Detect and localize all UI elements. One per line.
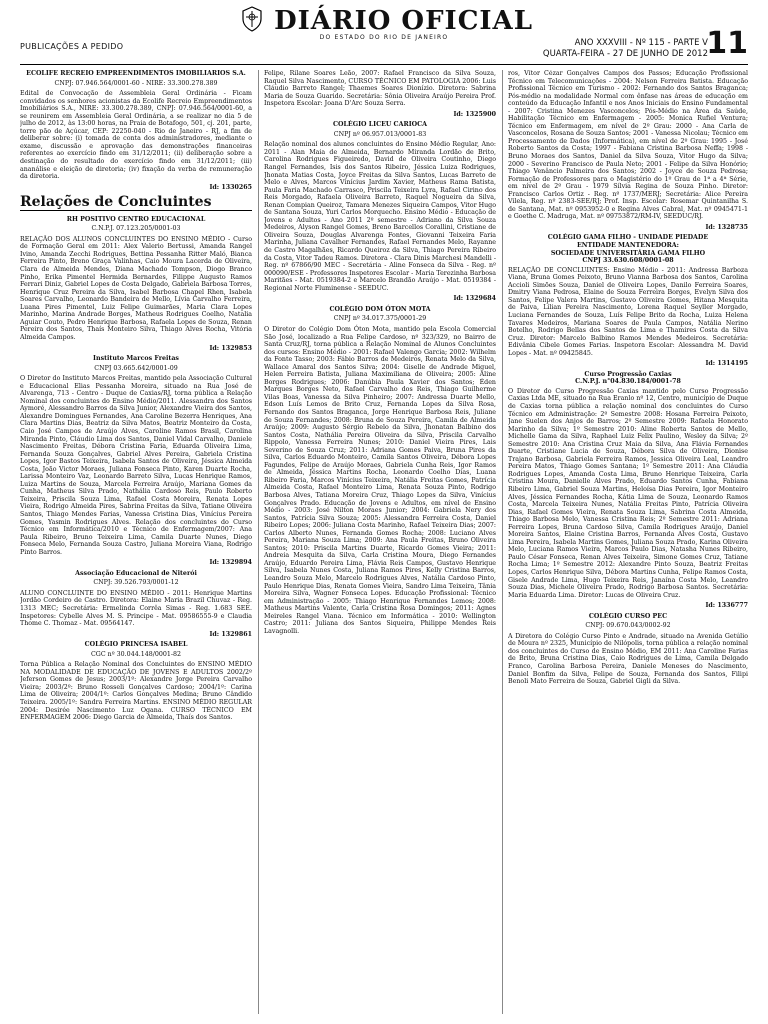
notice-body: ros, Vítor Cézar Gonçalves Campos dos Passos; Educação Profissional Técnico em Telecomunicações - 2004: Nelson Ferreira Batista. Educação Profissional Técnico em Turismo - 2002: Fernando dos Santos Braganca; Pós-médio na modalidade Normal com ênfase nas áreas de educação em conteúdo da Educação Infantil e nos Anos Iniciais do Ensino Fundamental - 2007: Cristina Menezes Vasconcelos; Pós-Médio na Área da Saúde, Habilitação Técnico em Enfermagem - 2005: Monica Rufiel Ventura; Técnico em Enfermagem, em nível de 2º Grau: 2000 - Ana Carla de Vasconcelos, Rosana de Souza Santos; 2001 - Vanessa Nicolau; Técnico em Processamento de Dados (Informática), em nível de 2º Grau: 1995 - José Roberto Santos da Costa; 1997 - Fabiana Cristina Barbosa Neffa; 1998 - Bruno Moraes dos Santos, Daniel da Silva Souza, Vitor Hugo da Silva; 2000 - Severino Francisco de Paula Neto; 2001 - Felipe da Silva Honório; Thiago Venâncio Palmeira dos Santos; 2002 - Joyce de Souza Pedrosa; Formação de Professores para o Magistério do 1º Grau de 1ª a 4ª Série, em nível de 2º Grau - 1979 Sílvia Regina de Souza Pinho. Diretor: Francisco Carlos Ortiz - Reg. nº 1737/MERJ; Secretária: Alice Pereira Vilela, Reg. nº 2383-SEE/RJ; Prof. Insp. Escolar: Rosemar Quintanilha S. de Santana, Mat. nº 0953952-0 e Regina Alves Cabral, Mat. nº 0945471-1 e Goethe C. Madruga, Mat. nº 09753872/RM-IV, SEEDUC/RJ. bbox=[508, 70, 748, 221]
masthead-title: DIÁRIO OFICIAL bbox=[274, 6, 534, 36]
page-number: 11 bbox=[706, 26, 748, 61]
notice-id: Id: 1330265 bbox=[209, 183, 252, 191]
notice-title: COLÉGIO PRINCESA ISABEL bbox=[84, 641, 188, 649]
notice-title: COLÉGIO GAMA FILHO - UNIDADE PIEDADE ENTIDADE MANTENEDORA: SOCIEDADE UNIVERSITÁRIA GAMA FILHO CNPJ 33.630.608/0001-08 bbox=[547, 234, 709, 265]
notice-body: O Diretor do Instituto Marcos Freitas, mantido pela Associação Cultural e Educacional Elias Pessanha Moreira, situado na Rua José de Alvarenga, 713 - Centro - Duque de Caxias/RJ, torna pública a Relação Nominal dos concluintes do Ensino Médio/2011. Alessandra dos Santos Aymoré, Alessandro Barros da Silva Junior, Alexandre Vieira dos Santos, Alexandre Domingues Fernandes, Ana Caroline Bezerra Henriques, Ana Clara Martins Dias, Beatriz da Silva Matos, Beatriz Monteiro da Costa, Caio José Campos de Araújo Alves, Caroline Ramos Brasil, Carolina Miranda Pinto, Cláudio Lima dos Santos, Daniel Vidal Carvalho, Daniele Nascimento Freitas, Débora Cristina Faria, Eduarda Oliveira Lima, Fernanda Souza Gonçalves, Gabriel Alves Pereira, Gabriela Cristina Lopes, Igor Bastos Teixeira, Isabela Santos de Oliveira, Jéssica Almeida Costa, João Victor Moraes, Juliana Fonseca Pinto, Karen Duarte Rocha, Larissa Monteiro Vaz, Leonardo Barreto Silva, Lucas Henrique Ramos, Luiza Martins de Souza, Marcela Ferreira Araújo, Mariana Gomes da Cunha, Matheus Silva Prado, Nathália Cardoso Reis, Paulo Roberto Teixeira, Priscila Souza Lima, Rafael Costa Moreira, Renata Lopes Vieira, Rodrigo Almeida Pires, Sabrina Freitas da Silva, Tatiane Oliveira Santos, Thiago Mendes Farias, Vanessa Cristina Dias, Vinícius Pereira Gomes, Yasmin Rodrigues Alves. Relação dos concluintes do Curso Técnico em Informática/2010 e Técnico de Enfermagem/2007: Ana Paula Ribeiro, Bruno Teixeira Lima, Camila Duarte Nunes, Diego Fonseca Melo, Fernanda Souza Castro, Juliana Moreira Viana, Rodrigo Pinto Barros. bbox=[20, 375, 252, 556]
column-1 bbox=[20, 70, 252, 1014]
notice-id: Id: 1328735 bbox=[705, 223, 748, 231]
column-divider bbox=[502, 70, 503, 1014]
notice-cnpj: CNPJ nº 06.957.013/0001-83 bbox=[333, 130, 427, 138]
notice-id: Id: 1329684 bbox=[453, 295, 496, 303]
masthead-block bbox=[20, 6, 748, 41]
notice-title: RH POSITIVO CENTRO EDUCACIONAL bbox=[66, 215, 206, 223]
section-heading: Relações de Concluintes bbox=[20, 194, 212, 211]
notice-body: A Diretora do Colégio Curso Pinto e Andrade, situado na Avenida Getúlio de Moura nº 2325, Município de Nilópolis, torna pública a relação nominal dos concluintes do Curso de Ensino Médio, EM 2011: Ana Caroline Farias de Brito, Bruna Cristina Dias, Caio Rodrigues de Lima, Camila Delgado Franco, Carolina Barbosa Pereira, Daniele Meneses do Nascimento, Daniel Bonfim da Silva, Felipe de Souza, Fernanda dos Santos, Filipi Benoli Mato Ferreira de Souza, Gabriel Gigli da Silva. bbox=[508, 632, 748, 686]
notice-title: COLÉGIO LICEU CARIOCA bbox=[332, 121, 428, 129]
edition-info bbox=[543, 38, 708, 60]
column-3 bbox=[508, 70, 748, 1014]
masthead-subtitle: DO ESTADO DO RIO DE JANEIRO bbox=[319, 34, 449, 41]
notice-cnpj: CNPJ: 39.526.793/0001-12 bbox=[93, 579, 179, 587]
notice-id: Id: 1329861 bbox=[209, 630, 252, 638]
notice-body: Edital de Convocação de Assembleia Geral Ordinária - Ficam convidados os senhores acionistas da Ecolife Recreio Empreendimentos Imobiliários S.A., NIRE: 33.300.278.389, CNPJ: 07.946.564/0001-60, a se reunirem em Assembleia Geral Ordinária, a se realizar no dia 5 de julho de 2012, às 13:00 horas, na Praia de Botafogo, 501, cj. 201, parte, torre pão de Açúcar, CEP: 22250-040 - Rio de Janeiro - RJ, a fim de deliberar sobre: (i) tomada de conta dos administradores, mediante o exame, discussão e aprovação das demonstrações financeiras referentes ao exercício findo em 31/12/2011; (ii) deliberação sobre a destinação do resultado do exercício findo em 31/12/2011; (iii) ananálise e eleição de diretoria; (iv) fixação da verba de remuneração da diretoria. bbox=[20, 90, 252, 181]
edition-date: QUARTA-FEIRA - 27 DE JUNHO DE 2012 bbox=[542, 49, 708, 59]
notice-id: Id: 1329853 bbox=[209, 344, 252, 352]
notice-body: O Diretor do Colégio Dom Óton Mota, mantido pela Escola Comercial São José, localizado a Rua Felipe Cardoso, nº 323/329, no Bairro de Santa Cruz/RJ, torna pública a Relação Nominal de Alunos Concluintes dos cursos: Ensino Médio - 2001: Rafael Valengo Garcia; 2002: Wilhelm da Fonte Tasso; 2003: Fábio Barros de Medeiros, Renata Melo da Silva, Wallace Amaral dos Santos Silva; 2004: Giselle de Andrade Miguel, Helen Ferreira Batista, Juliana Maximiliana de Oliveira; 2005: Aline Borges Rodrigues; 2006: Danúbia Paula Xavier dos Santos; Éden Marques Borges Neto, Rafael Carvalho dos Reis, Thiago Guilherme Vilas Boas, Vanessa da Silva Pinheiro; 2007: Andressa Duarte Mello, Edson Luís Lemos de Brito Cruz, Fernanda Lopes da Silva Rosa, Fernando dos Santos Braganca, Jorge Henrique Barbosa Reis, Juliane de Souza Fernandes; 2008: Bruna de Souza Pereira, Camila de Almeida Araújo; 2009: Augusto Sérgio Rebelo da Silva, Jhonatan Balbino dos Santos Costa, Nathália Pereira Oliveira da Silva, Priscila Carvalho Rippolo, Vanessa Ferreira Nunes; 2010: Daniel Vieira Pires, Lais Severino de Souza Cruz; 2011: Adriana Gomes Paiva, Bruna Pires da Silva, Carlos Eduardo Monteiro, Camila Santos Oliveira, Débora Lopes Fagundes, Felipe de Araújo Moraes, Gabriela Cunha Reis, Igor Ramos de Almeida, Jéssica Martins Rocha, Leonardo Coelho Dias, Luana Ribeiro Faria, Marcos Vinícius Teixeira, Natália Freitas Gomes, Patrícia Almeida Costa, Rafael Monteiro Lima, Renata Souza Pinto, Rodrigo Barbosa Alves, Tatiana Moreira Cruz, Thiago Lopes da Silva, Vinícius Gonçalves Prado. Educação de Jovens e Adultos, em nível de Ensino Médio - 2003: José Nilton Moraes Junior; 2004: Gabriela Nery dos Santos, Patrícia Silva Souza; 2005: Alessandra Ferreira Costa, Daniel Ribeiro Lopes; 2006: Juliana Costa Marinho, Rafael Teixeira Dias; 2007: Carlos Alberto Nunes, Fernanda Gomes Rocha; 2008: Luciano Alves Pereira, Mariana Souza Lima; 2009: Ana Paula Freitas, Bruno Oliveira Santos; 2010: Priscila Martins Duarte, Ricardo Gomes Vieira; 2011: Andreia Mesquita da Silva, Carla Cristina Moura, Diego Fernandes Araújo, Eduardo Pereira Lima, Flávia Reis Campos, Gustavo Henrique Silva, Isabela Nunes Costa, Juliana Ramos Pires, Kelly Cristina Barros, Leandro Souza Melo, Marcelo Rodrigues Alves, Natália Cardoso Pinto, Paulo Henrique Dias, Renata Gomes Vieira, Sandro Lima Teixeira, Tânia Moreira Silva, Wagner Fonseca Lopes. Educação Profissional: Técnico em Administração - 2005: Thiago Henrique Fernandes Lemos; 2008: Matheus Martins Valente, Carla Cristina Rosa Domingos; 2011: Agnes Meireles Rangel Viana. Técnico em Informática - 2010: Wellington Castro; 2011: Juliana dos Santos Siqueira, Philippe Mendes Reis Lavagnolli. bbox=[264, 325, 496, 635]
notice-id: Id: 1314195 bbox=[705, 360, 748, 368]
notice-body: ALUNO CONCLUINTE DO ENSINO MÉDIO - 2011: Henrique Martins Jordão Cordeiro de Castro. Diretora: Elaine Maria Brazil Chuvaz - Reg. 1313 MEC; Secretária: Ermelinda Corrêa Simas - Reg. 1.683 SEE. Inspetores: Cybelle Alves M. S. Principe - Mat. 09586555-9 e Claudia Thome C. Thomaz - Mat. 09564147. bbox=[20, 589, 252, 628]
column-divider bbox=[258, 70, 259, 1014]
header-rule bbox=[20, 64, 748, 65]
notice-id: Id: 1329894 bbox=[209, 559, 252, 567]
notice-cnpj: C.N.P.J. 07.123.205/0001-03 bbox=[91, 225, 181, 233]
notice-body: O Diretor do Curso Progressão Caxias mantido pelo Curso Progressão Caxias Ltda ME, situado na Rua Eranlo nº 12, Centro, município de Duque de Caxias torna pública a relação nominal dos concluintes do Curso Técnico em Administração: 2º Semestre 2008: Hosana Ferreira Peixoto, Jane Suelen dos Anjos de Barros; 2º Semestre 2009: Rafaela Honorato Marinho da Silva; 1º Semestre 2010: Aline Roberta Santos de Mello, Michelle Gama da Silva, Raphael Luiz Felix Paulino, Wesley da Silva; 2º Semestre 2010: Ana Cristina Cruz Maia da Silva, Ana Flávia Fernandes Duarte, Cristiane Lucia de Souza, Débora Silva de Oliveira, Dionise Trajano Barbosa, Gabriela Ferreira Ramos, Jessica Oliveira Leal, Leandro Pereira Matos, Thiago Gomes Santana; 1º Semestre 2011: Ana Cláudia Rodrigues Lopes, Amanda Costa Lima, Bruno Henrique Teixeira, Carla Cristina Moura, Danielle Alves Prado, Eduardo Santos Cunha, Fabiana Ribeiro Lima, Gabriel Souza Martins, Heloísa Dias Pereira, Igor Monteiro Alves, Jéssica Fernandes Rocha, Kátia Lima de Souza, Leonardo Ramos Costa, Marcela Teixeira Nunes, Natália Freitas Pinto, Patrícia Oliveira Dias, Rafael Gomes Vieira, Renata Souza Lima, Sabrina Costa Almeida, Thiago Barbosa Melo, Vanessa Cristina Reis; 2º Semestre 2011: Adriana Ferreira Lopes, Bruna Cardoso Silva, Camila Rodrigues Araújo, Daniel Moreira Santos, Elaine Cristina Barros, Fernanda Alves Costa, Gustavo Lima Pereira, Isabela Martins Gomes, Juliana Souza Prado, Karina Oliveira Melo, Luciana Ramos Vieira, Marcos Paulo Dias, Natasha Nunes Ribeiro, Paulo César Fonseca, Renan Alves Teixeira, Simone Gomes Cruz, Tatiane Rocha Lima; 1º Semestre 2012: Alexandre Pinto Souza, Beatriz Freitas Lopes, Carlos Henrique Silva, Débora Martins Cunha, Felipe Ramos Costa, Gisele Andrade Lima, Hugo Teixeira Reis, Janaína Costa Melo, Leandro Souza Dias, Michele Oliveira Prado, Rodrigo Barbosa Santos. Secretária: Maria Eduarda Lima. Diretor: Lucas de Oliveira Cruz. bbox=[508, 387, 748, 599]
notice-body: Felipe, Rilane Soares Leão, 2007: Rafael Francisco da Silva Souza, Raquel Silva Nascimento, CURSO TÉCNICO EM PATOLOGIA 2006: Luis Cláudio Barreto Rangel; Thaemes Soares Dionízio. Diretora: Sabrina Maria de Souza Guarido. Secretária: Sônia Oliveira Araújo Pereira Prof. Inspetora Escolar: Joana D'Arc Souza Serra. bbox=[264, 70, 496, 108]
notice-cnpj: CNPJ: 07.946.564/0001-60 - NIRE: 33.300.278.389 bbox=[54, 79, 218, 87]
notice-body: Relação nominal dos alunos concluintes do Ensino Médio Regular, Ano: 2011 - Alan Maia de Almeida, Bernardo Miranda Lordão de Brito, Carolina Rodrigues Figueiredo, David de Oliveira Coutinho, Diego Rangel Fernandes, Isis dos Santos Ribeiro, Jéssica Luiza Rodrigues, Jhonata Matias Costa, Joyce Freitas da Silva Santos, Lucas Barreto de Melo e Alves, Marcos Vinícius Jardim Xavier, Matheus Rama Batista, Paula Faria Machado Carrasco, Priscila Teixeira Lyra, Rafael Cirino dos Reis Morgado, Rafaela Oliveira Barreto, Raquel Nogueira da Silva, Renan Compian Queiroz, Tamara Menezes Siqueira Campos, Vitor Hugo de Santana Souza, Yuri Carlos Morquecho. Ensino Médio - Educação de Jovens e Adultos - Ano 2011 2º semestre - Adriano da Silva Souza Medeiros, Alyson Rangel Gomes, Breno Barcellos Corallini, Cristiane de Oliveira Souza, Douglas Alvarenga Fontes, Giovanni Teixeira Faria Marinha, Juliana Cavalher Fernandes, Rafael Fernandes Melo, Rayanne de Castro Magalhães, Ricardo Queiroz da Silva, Thiago Pereira Ribeiro da Costa, Vitor Tadeu Ramos. Diretora - Clara Dinis Marchesi Mandelli - Reg. nº 67866/90 MEC - Secretária - Aline Fonseca da Silva - Reg. nº 000090/ESE - Professores Inspetores Escolar - Maria Terezinha Barbosa Maritães - Mat. 0519384-2 e Marcelo Brandão Araújo - Mat. 0519384 - Regional Norte Fluminense - SEEDUC. bbox=[264, 141, 496, 292]
notice-cnpj: CNPJ: 09.670.043/0002-92 bbox=[585, 622, 671, 630]
notice-body: RELAÇÃO DE CONCLUINTES: Ensino Médio - 2011: Andressa Barboza Viana, Bruna Gomes Peixoto, Bruno Vianna Barbosa dos Santos, Carolina Accioli Simões Souza, Daniel de Oliveira Lopes, Danilo Ferreira Soares, Dmitry Viana Pedrosa, Elaine de Souza Ferreira Borges, Evelyn Silva dos Santos, Felipe Valera Martins, Gustavo Oliveira Gomes, Hitana Mesquita de Paiva, Lilian Pereira Nascimento, Lorena Raquel Seyller Morgado, Luciana Fernandes de Souza, Luís Felipe Brito da Rocha, Luiza Helena Tavares Medeiros, Mariana Soares de Paula Campos, Natália Nerino Botelho, Rodrigo Bellas dos Santos de Lima e Thamires Costa da Silva Cruz. Diretor: Marcelo Balbino Ramos Mendes Medeiros. Secretária: Edivânia Cibele Gomes Farias. Inspetora Escolar: Alessandra M. David Lopes - Mat. nº 09425845. bbox=[508, 266, 748, 357]
notice-title: Curso Progressão Caxias C.N.P.J. n°04.830.184/0001-78 bbox=[575, 370, 681, 386]
notice-title: COLÉGIO CURSO PEC bbox=[588, 612, 668, 620]
notice-cnpj: CNPJ 03.665.642/0001-09 bbox=[94, 364, 178, 372]
notice-title: Instituto Marcos Freitas bbox=[93, 355, 179, 363]
notice-title: COLÉGIO DOM ÓTON MOTA bbox=[329, 305, 431, 313]
notice-cnpj: CNPJ nº 34.017.375/0001-29 bbox=[333, 315, 427, 323]
state-crest-icon bbox=[241, 6, 263, 32]
column-2 bbox=[264, 70, 496, 1014]
notice-cnpj: CGC nº 30.044.148/0001-82 bbox=[90, 650, 182, 658]
notice-title: ECOLIFE RECREIO EMPREENDIMENTOS IMOBILIÁRIOS S.A. bbox=[26, 70, 246, 77]
notice-id: Id: 1325900 bbox=[453, 110, 496, 118]
edition-number: ANO XXXVIII - Nº 115 - PARTE V bbox=[574, 38, 708, 48]
notice-title: Associação Educacional de Niterói bbox=[75, 569, 197, 577]
notice-body: RELAÇÃO DOS ALUNOS CONCLUINTES DO ENSINO MÉDIO - Curso de Formação Geral em 2011: Alex Valerio Bertussi, Amanda Rangel Ivino, Amanda Zecchi Rodrigues, Bettina Pessanha Ritter Maló, Bianca Ferreira Pinto, Breno Graça Valinhas, Caio Moura Lacerda de Oliveira, Clara de Almeida Mendes, Diana Machado Tompson, Diogo Branco Pinho, Erika Pimentel Hermida Bernardes, Filippe Augusto Ramos Ferrari Diniz, Gabriel Lopes de Costa Delgado, Gabriela Barbosa Torres, Henrique Cruz Pereira da Silva, Isabel Barbosa Chapel Rhen, Isabela Soares Carvalho, Leonardo Bandeira de Mello, Lívia Carvalho Ferreira, Luana Pires Pimentel, Luiz Felipe Guimarães, Maria Clara Lopes Marinho, Marina Andrade Borges, Matheus Rodrigues Coelho, Natalia Aguiar Couto, Pedro Henrique Barbosa, Rafaela Lopes de Souza, Renan Pereira dos Santos, Thaís Monteiro Silva, Thiago Alves Rocha, Vitória Almeida Campos. bbox=[20, 235, 252, 341]
page-header bbox=[20, 4, 748, 66]
notice-id: Id: 1336777 bbox=[705, 602, 748, 610]
notice-body: Torna Pública a Relação Nominal dos Concluintes do ENSINO MÉDIO NA MODALIDADE DE EDUCAÇÃO DE JOVENS E ADULTOS 2002/2º Jeferson Gomes de Jesus; 2003/1º: Alexandre Jorge Pereira Carvalho Vieira; 2003/2º: Bruno Rosseli Gonçalves Cardoso; 2004/1º: Carina Lima de Oliveira; 2004/1º: Carlos Gonçalves Medina; Bruno Cândido Teixeira. 2005/1º: Sandra Ferreira Martins. ENSINO MÉDIO REGULAR 2004: Desirée Nascimento Luz Ogana. CURSO TÉCNICO EM ENFERMAGEM 2006: Diego Garcia de Almeida, Thaís dos Santos. bbox=[20, 661, 252, 722]
section-label: PUBLICAÇÕES A PEDIDO bbox=[20, 42, 124, 51]
